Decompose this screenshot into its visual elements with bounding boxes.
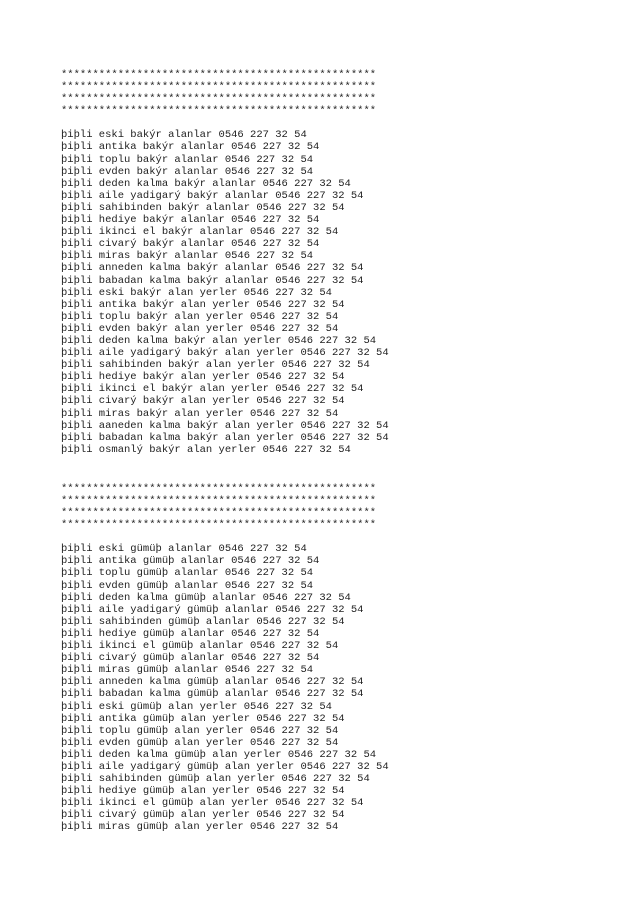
stars-line: ************************************************** (61, 519, 377, 532)
list-item: þiþli hediye bakýr alan yerler 0546 227 32 54 (61, 371, 345, 384)
list-item: þiþli aile yadigarý bakýr alan yerler 0546 227 32 54 (61, 347, 389, 360)
list-item: þiþli aile yadigarý bakýr alanlar 0546 227 32 54 (61, 189, 364, 202)
list-item: þiþli toplu bakýr alan yerler 0546 227 32 54 (61, 310, 339, 323)
list-item: þiþli osmanlý bakýr alan yerler 0546 227 32 54 (61, 443, 351, 456)
list-item: þiþli toplu gümüþ alanlar 0546 227 32 54 (61, 567, 314, 580)
list-item: þiþli sahibinden bakýr alan yerler 0546 227 32 54 (61, 359, 370, 372)
list-item: þiþli eski gümüþ alan yerler 0546 227 32 54 (61, 700, 332, 713)
list-item: þiþli sahibinden gümüþ alanlar 0546 227 32 54 (61, 615, 345, 628)
separator-stars-1 (61, 69, 621, 117)
list-item: þiþli antika bakýr alan yerler 0546 227 32 54 (61, 298, 345, 311)
stars-line: ************************************************** (61, 93, 377, 106)
list-item: þiþli civarý gümüþ alanlar 0546 227 32 54 (61, 652, 320, 665)
list-item: þiþli hediye gümüþ alanlar 0546 227 32 54 (61, 627, 320, 640)
list-item: þiþli sahibinden gümüþ alan yerler 0546 227 32 54 (61, 773, 370, 786)
list-item: þiþli miras gümüþ alanlar 0546 227 32 54 (61, 664, 314, 677)
list-item: þiþli deden kalma gümüþ alanlar 0546 227 32 54 (61, 591, 351, 604)
list-item: þiþli aaneden kalma bakýr alan yerler 0546 227 32 54 (61, 419, 389, 432)
list-item: þiþli civarý bakýr alanlar 0546 227 32 54 (61, 238, 320, 251)
list-item: þiþli eski gümüþ alanlar 0546 227 32 54 (61, 543, 307, 556)
separator-stars-2 (61, 483, 621, 531)
stars-line: ************************************************** (61, 81, 377, 94)
list-item: þiþli aile yadigarý gümüþ alanlar 0546 227 32 54 (61, 603, 364, 616)
list-item: þiþli toplu gümüþ alan yerler 0546 227 32 54 (61, 724, 339, 737)
list-item: þiþli eski bakýr alanlar 0546 227 32 54 (61, 129, 307, 142)
list-item: þiþli civarý gümüþ alan yerler 0546 227 32 54 (61, 809, 345, 822)
list-item: þiþli ikinci el bakýr alan yerler 0546 227 32 54 (61, 383, 364, 396)
list-item: þiþli hediye bakýr alanlar 0546 227 32 54 (61, 214, 320, 227)
list-item: þiþli babadan kalma gümüþ alanlar 0546 227 32 54 (61, 688, 364, 701)
list-item: þiþli antika bakýr alanlar 0546 227 32 54 (61, 141, 320, 154)
item-list-2 (61, 543, 621, 833)
list-item: þiþli toplu bakýr alanlar 0546 227 32 54 (61, 153, 314, 166)
document-page (61, 69, 621, 834)
stars-line: ************************************************** (61, 495, 377, 507)
list-item: þiþli anneden kalma bakýr alanlar 0546 227 32 54 (61, 262, 364, 275)
list-item: þiþli evden bakýr alan yerler 0546 227 32 54 (61, 322, 339, 335)
list-item: þiþli aile yadigarý gümüþ alan yerler 0546 227 32 54 (61, 760, 389, 773)
item-list-1 (61, 129, 621, 456)
list-item: þiþli babadan kalma bakýr alanlar 0546 227 32 54 (61, 274, 364, 287)
stars-line: ************************************************** (61, 105, 377, 118)
list-item: þiþli miras gümüþ alan yerler 0546 227 32 54 (61, 821, 339, 834)
list-item: þiþli ikinci el gümüþ alan yerler 0546 227 32 54 (61, 797, 364, 810)
list-item: þiþli eski bakýr alan yerler 0546 227 32 54 (61, 286, 332, 299)
list-item: þiþli civarý bakýr alan yerler 0546 227 32 54 (61, 395, 345, 408)
list-item: þiþli babadan kalma bakýr alan yerler 0546 227 32 54 (61, 431, 389, 444)
list-item: þiþli ikinci el bakýr alanlar 0546 227 32 54 (61, 226, 339, 239)
list-item: þiþli deden kalma bakýr alan yerler 0546 227 32 54 (61, 334, 377, 347)
list-item: þiþli evden gümüþ alanlar 0546 227 32 54 (61, 579, 314, 592)
stars-line: ************************************************** (61, 482, 377, 495)
list-item: þiþli miras bakýr alan yerler 0546 227 32 54 (61, 407, 339, 420)
list-item: þiþli miras bakýr alanlar 0546 227 32 54 (61, 250, 314, 263)
list-item: þiþli hediye gümüþ alan yerler 0546 227 32 54 (61, 785, 345, 798)
list-item: þiþli evden bakýr alanlar 0546 227 32 54 (61, 165, 314, 178)
list-item: þiþli antika gümüþ alanlar 0546 227 32 54 (61, 555, 320, 568)
list-item: þiþli sahibinden bakýr alanlar 0546 227 32 54 (61, 201, 345, 214)
stars-line: ************************************************** (61, 69, 377, 81)
list-item: þiþli deden kalma gümüþ alan yerler 0546 227 32 54 (61, 748, 377, 761)
stars-line: ************************************************** (61, 507, 377, 520)
list-item: þiþli deden kalma bakýr alanlar 0546 227 32 54 (61, 177, 351, 190)
list-item: þiþli evden gümüþ alan yerler 0546 227 32 54 (61, 736, 339, 749)
list-item: þiþli anneden kalma gümüþ alanlar 0546 227 32 54 (61, 676, 364, 689)
list-item: þiþli ikinci el gümüþ alanlar 0546 227 32 54 (61, 640, 339, 653)
section-gap (61, 456, 621, 483)
list-item: þiþli antika gümüþ alan yerler 0546 227 32 54 (61, 712, 345, 725)
